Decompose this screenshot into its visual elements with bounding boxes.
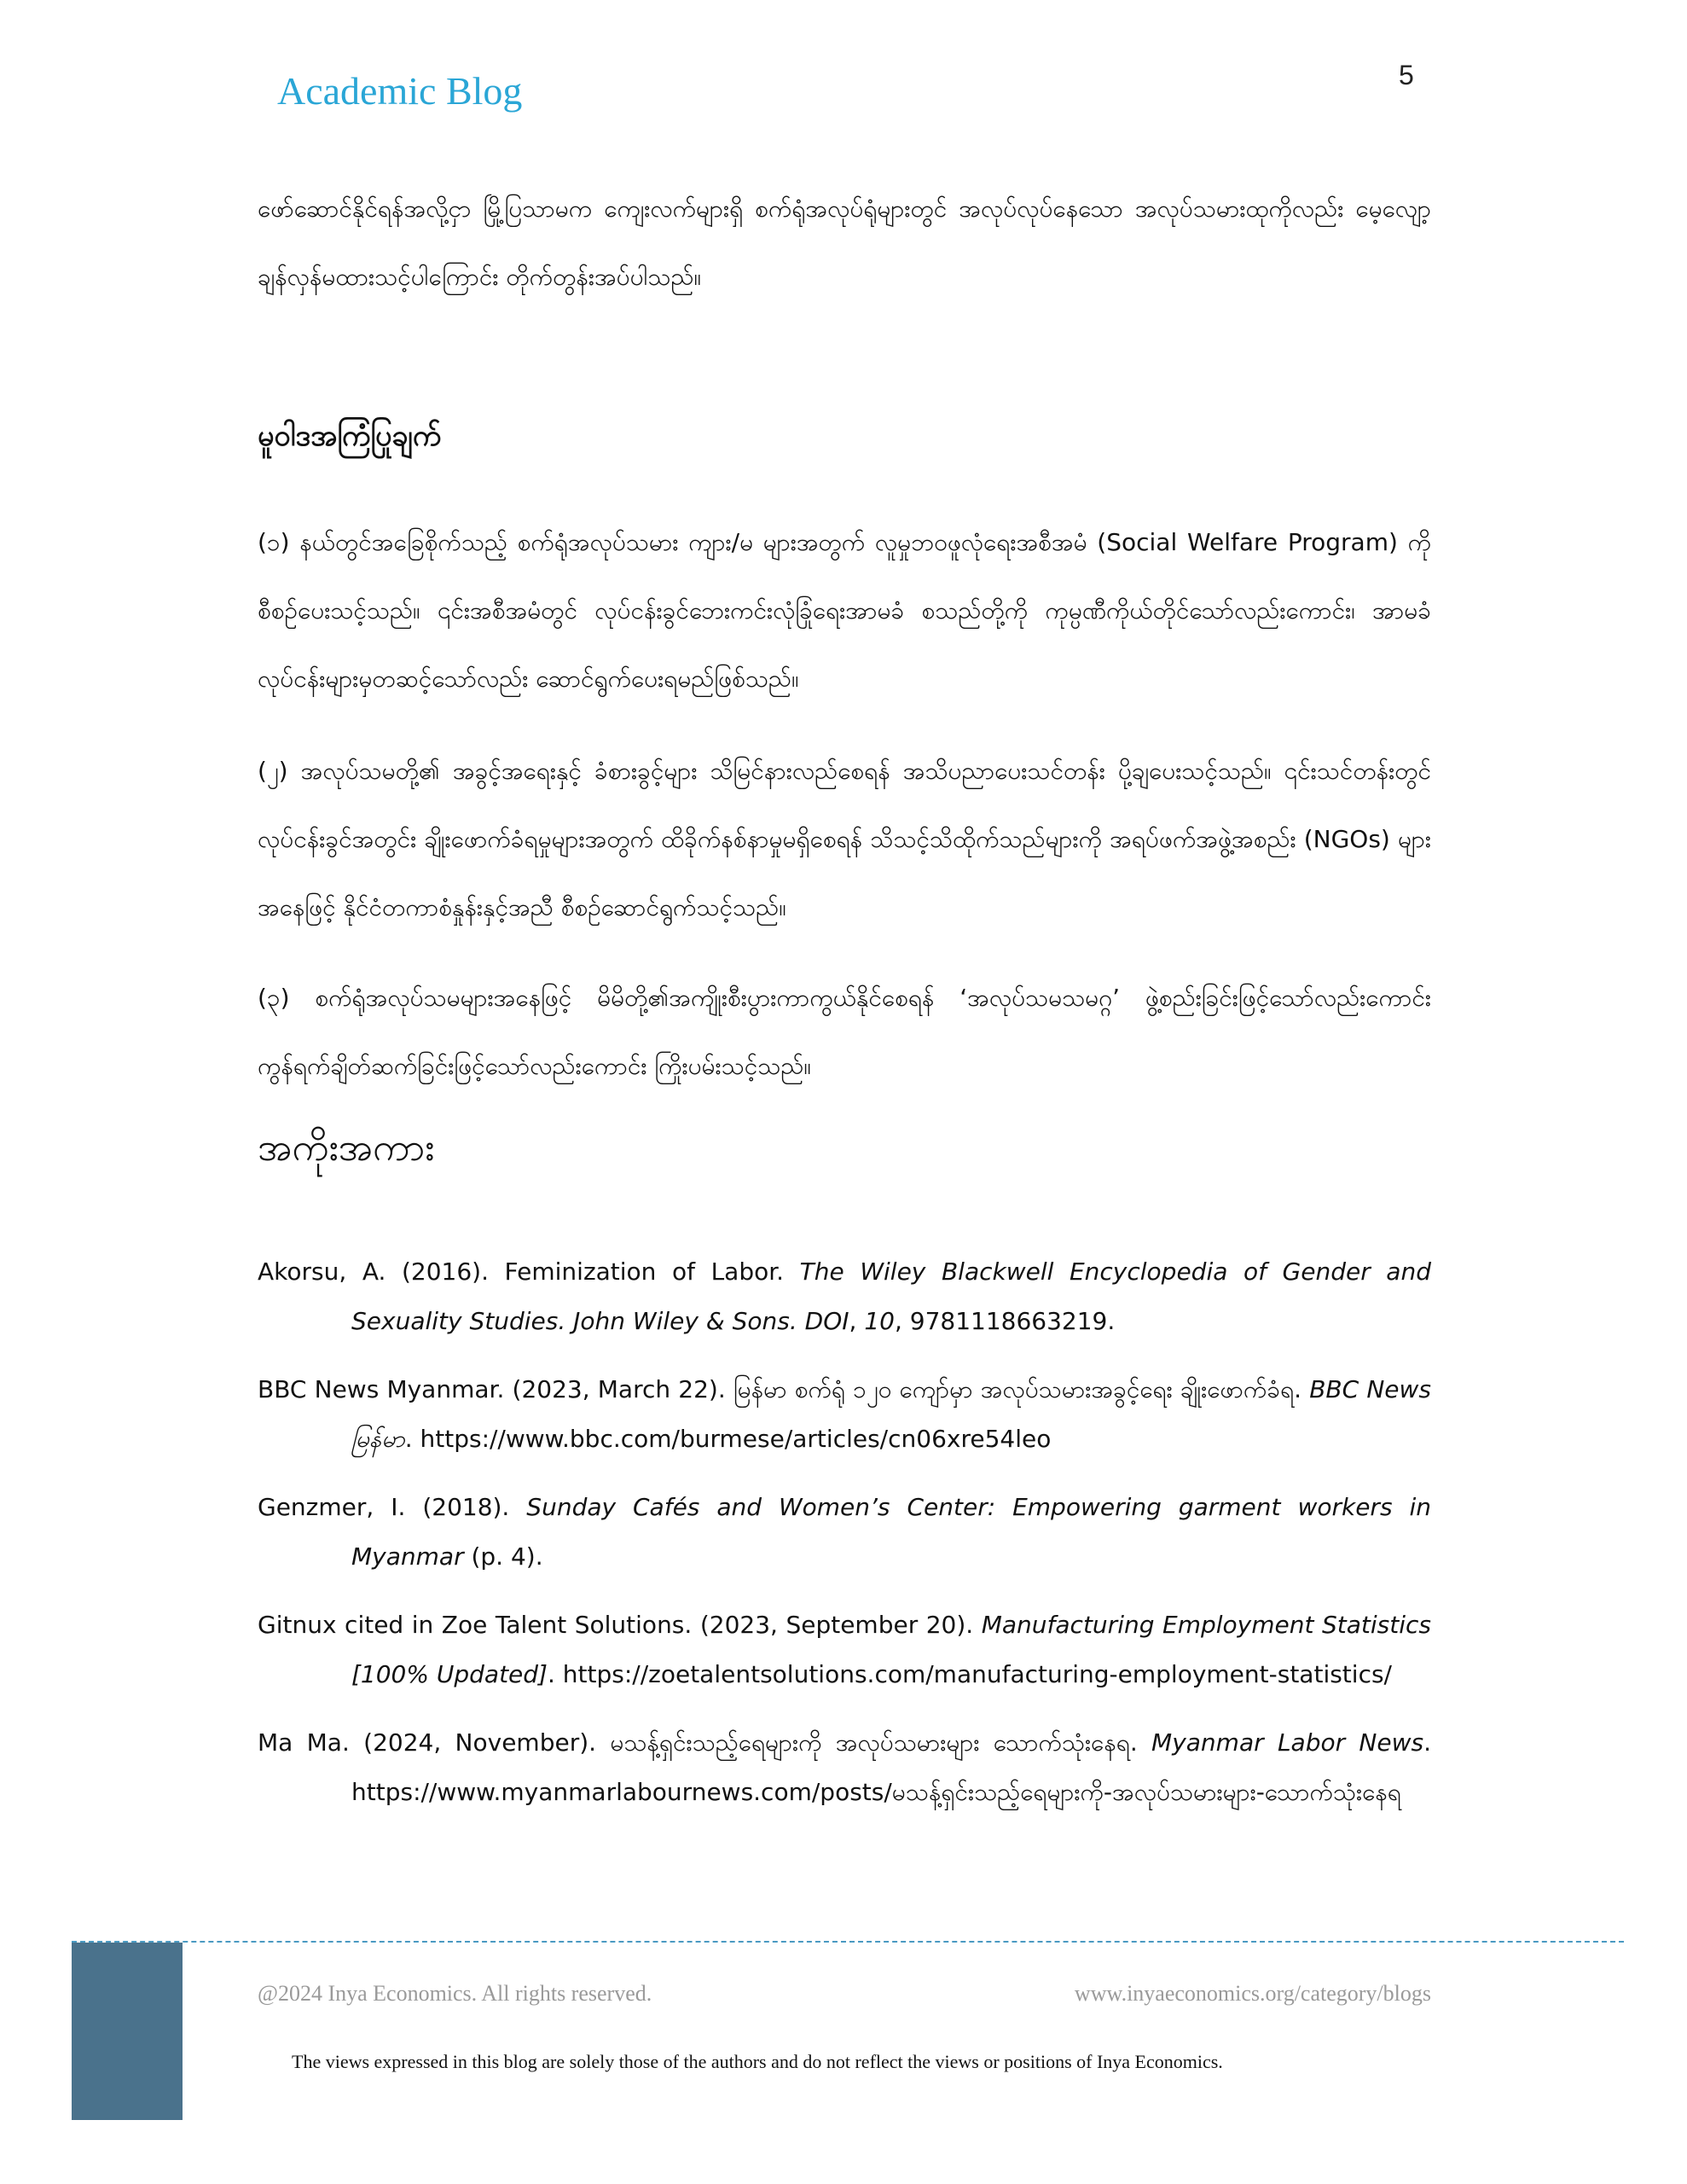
- ref-link[interactable]: . https://www.bbc.com/burmese/articles/cn06xre54leo: [404, 1425, 1052, 1453]
- ref-text: Genzmer, I. (2018).: [258, 1493, 527, 1521]
- ref-source: Myanmar Labor News: [1151, 1728, 1424, 1757]
- ref-source: 10: [864, 1307, 895, 1335]
- footer-divider: [72, 1941, 1624, 1943]
- reference-item: [258, 1365, 1431, 1464]
- ref-text: ,: [849, 1307, 865, 1335]
- references-list: [258, 1247, 1431, 1836]
- ref-link[interactable]: . https://zoetalentsolutions.com/manufacturing-employment-statistics/: [547, 1660, 1392, 1688]
- ref-text: (p. 4).: [463, 1542, 543, 1571]
- ref-source: BBC News မြန်မာ: [351, 1375, 1431, 1453]
- footer-copyright: @2024 Inya Economics. All rights reserved.: [258, 1981, 652, 2006]
- ref-text: , 9781118663219.: [894, 1307, 1116, 1335]
- reference-item: [258, 1600, 1431, 1699]
- ref-source: The Wiley Blackwell Encyclopedia of Gender and Sexuality Studies. John Wiley & Sons. DOI: [351, 1258, 1431, 1335]
- references-heading: အကိုးအကား: [258, 1126, 435, 1170]
- page-number: 5: [1399, 60, 1414, 90]
- recommendation-3: (၃) စက်ရုံအလုပ်သမများအနေဖြင့် မိမိတို့၏အကျိုးစီးပွားကာကွယ်နိုင်စေရန် ‘အလုပ်သမသမဂ္ဂ’ ဖွဲ့စည်းခြင်းဖြင့်သော်လည်းကောင်း ကွန်ရက်ချိတ်ဆက်ခြင်းဖြင့်သော်လည်းကောင်း ကြိုးပမ်းသင့်သည်။: [258, 984, 1431, 1080]
- footer-disclaimer: The views expressed in this blog are solely those of the authors and do not reflect the views or positions of Inya Economics.: [292, 2051, 1223, 2072]
- ref-link[interactable]: . https://www.myanmarlabournews.com/posts/မသန့်ရှင်းသည့်ရေများကို-အလုပ်သမားများ-သောက်သုံးနေရ: [351, 1728, 1431, 1806]
- intro-paragraph: ဖော်ဆောင်နိုင်ရန်အလို့ငှာ မြို့ပြသာမက ကျေးလက်များရှိ စက်ရုံအလုပ်ရုံများတွင် အလုပ်လုပ်နေသော အလုပ်သမားထုကိုလည်း မေ့လျော့ချန်လှန်မထားသင့်ပါကြောင်း တိုက်တွန်းအပ်ပါသည်။: [258, 195, 1431, 291]
- ref-text: Ma Ma. (2024, November). မသန့်ရှင်းသည့်ရေများကို အလုပ်သမားများ သောက်သုံးနေရ.: [258, 1728, 1152, 1757]
- policy-recommendations-heading: မူဝါဒအကြံပြုချက်: [258, 419, 442, 453]
- footer-accent-block: [72, 1943, 183, 2120]
- recommendation-1: (၁) နယ်တွင်အခြေစိုက်သည့် စက်ရုံအလုပ်သမား ကျား/မ များအတွက် လူမှုဘဝဖူလုံရေးအစီအမံ (Social Welfare Program) ကို စီစဉ်ပေးသင့်သည်။ ၎င်းအစီအမံတွင် လုပ်ငန်းခွင်ဘေးကင်းလုံခြုံရေးအာမခံ စသည်တို့ကို ကုမ္ပဏီကိုယ်တိုင်သော်လည်းကောင်း၊ အာမခံလုပ်ငန်းများမှတဆင့်သော်လည်း ဆောင်ရွက်ပေးရမည်ဖြစ်သည်။: [258, 528, 1431, 693]
- ref-text: BBC News Myanmar. (2023, March 22). မြန်မာ စက်ရုံ ၁၂၀ ကျော်မှာ အလုပ်သမားအခွင့်ရေး ချိုးဖောက်ခံရ.: [258, 1375, 1310, 1403]
- blog-title: Academic Blog: [277, 69, 523, 113]
- recommendation-2: (၂) အလုပ်သမတို့၏ အခွင့်အရေးနှင့် ခံစားခွင့်များ သိမြင်နားလည်စေရန် အသိပညာပေးသင်တန်း ပို့ချပေးသင့်သည်။ ၎င်းသင်တန်းတွင် လုပ်ငန်းခွင်အတွင်း ချိုးဖောက်ခံရမှုများအတွက် ထိခိုက်နစ်နာမှုမရှိစေရန် သိသင့်သိထိုက်သည်များကို အရပ်ဖက်အဖွဲ့အစည်း (NGOs) များအနေဖြင့် နိုင်ငံတကာစံနှုန်းနှင့်အညီ စီစဉ်ဆောင်ရွက်သင့်သည်။: [258, 757, 1431, 921]
- reference-item: [258, 1247, 1431, 1346]
- ref-source: Sunday Cafés and Women’s Center: Empowering garment workers in Myanmar: [351, 1493, 1432, 1571]
- reference-item: [258, 1483, 1431, 1582]
- ref-source: Manufacturing Employment Statistics [100% Updated]: [351, 1611, 1431, 1688]
- ref-text: Gitnux cited in Zoe Talent Solutions. (2023, September 20).: [258, 1611, 982, 1639]
- reference-item: [258, 1718, 1431, 1817]
- footer-url[interactable]: www.inyaeconomics.org/category/blogs: [1074, 1981, 1431, 2006]
- ref-text: Akorsu, A. (2016). Feminization of Labor.: [258, 1258, 800, 1286]
